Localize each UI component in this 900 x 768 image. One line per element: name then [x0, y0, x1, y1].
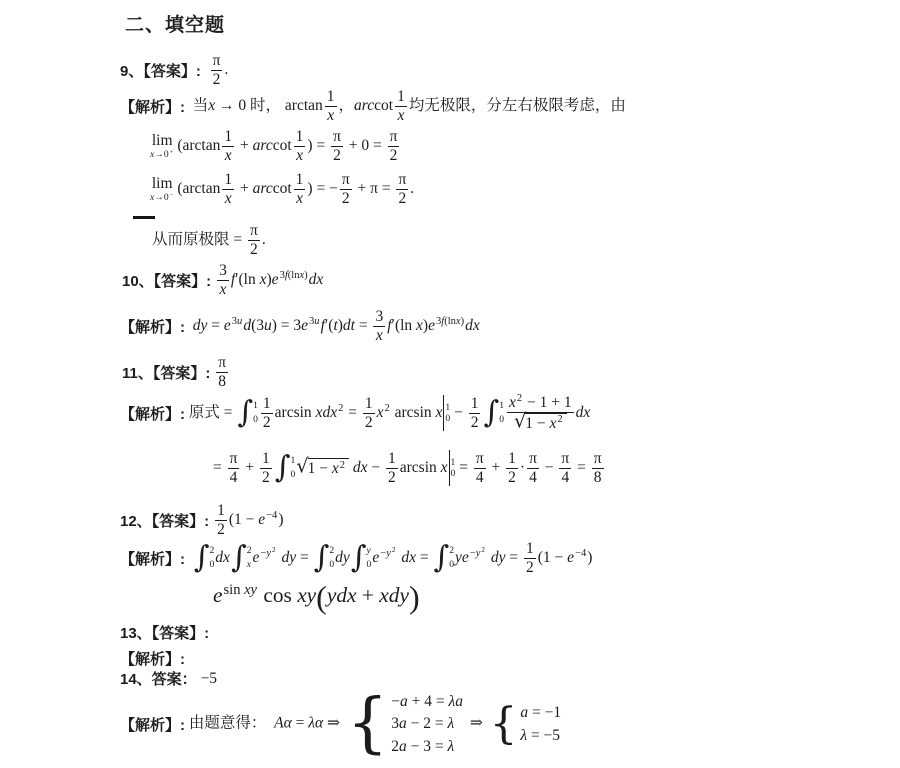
q11-analysis-content: 原式 = ∫ 1 0 $\frac{1}{2}$ arcsin xdx$^2$ = $\frac{1}{2}$ $x^2$ arcsin x 1 0 − $\frac{1}{2}$ ∫ 1 0 $x^2 - 1 + 1$ √ $1 - x^2$ dx: [185, 393, 591, 433]
stray-dash: [133, 216, 155, 219]
q14-analysis-label: 【解析】:: [120, 716, 185, 734]
q13-answer-label: 13、【答案】:: [120, 625, 210, 642]
q9-answer: [120, 52, 228, 89]
q9-limit-right-content: lim x→0+ (arctan $\frac{1}{x}$ + arccot $\frac{1}{x}$ ) = $\frac{\pi}{2}$ + 0 = $\frac{\pi}{2}$: [150, 128, 398, 164]
q10-analysis-label: 【解析】:: [120, 318, 185, 336]
q11-analysis-label: 【解析】:: [120, 405, 185, 423]
q11-analysis: [120, 394, 590, 433]
q13-analysis-label: 【解析】:: [120, 651, 185, 668]
q13-answer: [120, 622, 209, 643]
q9-conclusion: [152, 222, 266, 259]
q11-analysis-2: [213, 450, 606, 487]
q12-analysis-content: ∫ 2 0 dx ∫ 2 x $e^{-y^2}$ dy = ∫ 2 0 dy ∫ y 0 $e^{-y^2}$ dx = ∫ 2 0 $ye^{-y^2}$ dy = $\frac{1}{2}$ $(1 - e^{-4})$: [193, 539, 593, 576]
q12-analysis: [120, 540, 592, 577]
q13-analysis: [120, 648, 185, 669]
q12-answer: [120, 502, 284, 539]
q11-answer: [122, 354, 230, 391]
q14-analysis: [120, 686, 564, 762]
q13-formula-content: $e^{sin xy}$ cos xy(ydx + xdy): [213, 578, 420, 615]
q9-answer-content: $\frac{\pi}{2}$ .: [212, 52, 229, 88]
q9-conclusion-content: 从而原极限 = $\frac{\pi}{2}$ .: [152, 222, 266, 258]
q10-analysis-content: dy = $e^{3u}d(3u) = 3e^{3u}f'(t)dt$ = $\frac{3}{x}$ f′(ln $x)e^{3f(lnx)}dx$: [192, 308, 480, 344]
q14-answer: [120, 668, 217, 689]
q11-answer-label: 11、【答案】:: [122, 364, 211, 382]
q9-answer-label: 9、【答案】:: [120, 62, 201, 80]
q10-answer: [122, 262, 323, 299]
q11-analysis-2-content: = $\frac{\pi}{4}$ + $\frac{1}{2}$ ∫ 1 0 √ $1 - x^2$ dx − $\frac{1}{2}$ arcsin x 1 0 = $\frac{\pi}{4}$ + $\frac{1}{2}$ · $\frac{\pi}{4}$ − $\frac{\pi}{4}$ = $\frac{\pi}{8}$: [213, 449, 602, 486]
q9-analysis: [120, 88, 626, 125]
q9-limit-left-content: lim x→0− (arctan $\frac{1}{x}$ + arccot $\frac{1}{x}$ ) = − $\frac{\pi}{2}$ + π = $\frac{\pi}{2}$ .: [150, 171, 415, 207]
q10-answer-label: 10、【答案】:: [122, 272, 212, 290]
q14-answer-content: −5: [196, 669, 218, 687]
q12-answer-label: 12、【答案】:: [120, 512, 210, 530]
q9-limit-right: [150, 128, 401, 165]
q13-formula: [213, 578, 420, 615]
q10-answer-content: $\frac{3}{x}$ f′(ln $x)e^{3f(lnx)}dx$: [219, 262, 324, 298]
q14-analysis-content: 由题意得： Aα = λα ⇒ { −a + 4 = λa 3a − 2 = λ 2a − 3 = λ ⇒ { a = −1 λ = −5: [185, 686, 562, 762]
q11-answer-content: $\frac{\pi}{8}$: [218, 354, 227, 390]
q14-answer-label: 14、答案：: [120, 671, 197, 688]
q9-analysis-label: 【解析】:: [120, 98, 185, 116]
q12-answer-content: $\frac{1}{2}$ $(1 - e^{-4})$: [217, 502, 284, 538]
q12-analysis-label: 【解析】:: [120, 550, 185, 568]
q9-analysis-content: 当x → 0 时， arctan $\frac{1}{x}$ ，arccot $\frac{1}{x}$ 均无极限，分左右极限考虑，由: [185, 88, 626, 124]
section-title: 二、填空题: [125, 15, 226, 36]
q9-limit-left: [150, 171, 414, 208]
q10-analysis: [120, 308, 480, 345]
